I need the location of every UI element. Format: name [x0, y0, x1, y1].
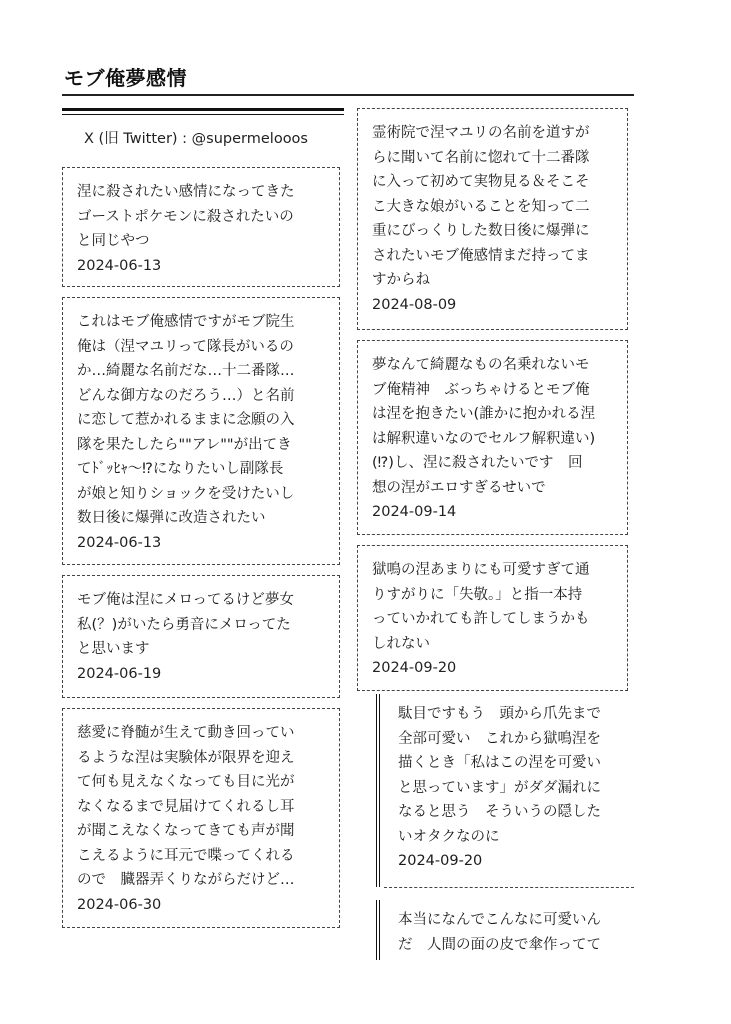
post-date: 2024-06-19	[77, 665, 162, 682]
left-column	[62, 108, 344, 928]
post-card	[62, 297, 340, 565]
reply-date: 2024-09-20	[398, 853, 483, 869]
reply-card	[376, 694, 634, 887]
post-text: 霊術院で涅マユリの名前を道すが らに聞いて名前に惚れて十二番隊 に入って初めて実物見る＆そこそ こ大きな娘がいることを知って二 重にびっくりした数日後に爆弾に されたいモブ俺感情まだ持ってま すからね	[372, 125, 590, 288]
post-text: モブ俺は涅にメロってるけど夢女 私(？)がいたら勇音にメロってた と思います	[77, 592, 294, 657]
post-date: 2024-06-13	[77, 534, 162, 551]
reply-separator	[384, 887, 634, 888]
post-date: 2024-06-13	[77, 257, 162, 274]
post-card	[357, 545, 628, 691]
post-date: 2024-09-20	[372, 660, 457, 676]
header-rules	[62, 108, 344, 115]
post-date: 2024-08-09	[372, 296, 457, 313]
post-card	[62, 575, 340, 698]
post-text: 涅に殺されたい感情になってきた ゴーストポケモンに殺されたいの と同じやつ	[77, 184, 295, 249]
post-card	[62, 167, 340, 287]
header-thick-rule	[62, 108, 344, 111]
author-handle: X (旧 Twitter) : @supermelooos	[84, 131, 308, 147]
post-text: 獄鳴の涅あまりにも可愛すぎて通 りすがりに「失敬。」と指一本持 っていかれても許してしまうかも しれない	[372, 562, 590, 652]
post-text: これはモブ俺感情ですがモブ院生 俺は（涅マユリって隊長がいるの か…綺麗な名前だな…十二番隊… どんな御方なのだろう…）と名前 に恋して惹かれるままに念願の入 隊を果たしたら""アレ""が出てき てﾄﾞｯﾋｬ〜⁉になりたいし副隊長 が娘と知りショックを受けたいし 数日後に爆弾に改造されたい	[77, 314, 295, 526]
reply-text: 駄目ですもう 頭から爪先まで 全部可愛い これから獄鳴涅を 描くとき「私はこの涅を可愛い と思っています」がダダ漏れに なると思う そういうの隠した いオタクなのに	[398, 706, 601, 845]
post-card	[357, 108, 628, 330]
post-text: 夢なんて綺麗なもの名乗れないモ ブ俺精神 ぶっちゃけるとモブ俺 は涅を抱きたい(誰かに抱かれる涅 は解釈違いなのでセルフ解釈違い) (⁉)し、涅に殺されたいです 回 想の涅がエロすぎるせいで	[372, 357, 596, 496]
title-underline	[62, 94, 634, 96]
reply-card	[376, 900, 634, 960]
post-card	[357, 340, 628, 535]
post-date: 2024-06-30	[77, 896, 162, 913]
reply-text: 本当になんでこんなに可愛いん だ 人間の面の皮で傘作ってて	[398, 912, 601, 953]
post-card	[62, 708, 340, 928]
page-title: モブ俺夢感情	[64, 66, 187, 90]
header-thin-rule	[62, 114, 344, 115]
post-date: 2024-09-14	[372, 504, 457, 520]
post-text: 慈愛に脊髄が生えて動き回ってい るような涅は実験体が限界を迎え て何も見えなくなっても目に光が なくなるまで見届けてくれるし耳 が聞こえなくなってきても声が聞 こえるように耳元で喋ってくれる ので 臓器弄くりながらだけど…	[77, 725, 295, 888]
right-column	[357, 108, 633, 691]
